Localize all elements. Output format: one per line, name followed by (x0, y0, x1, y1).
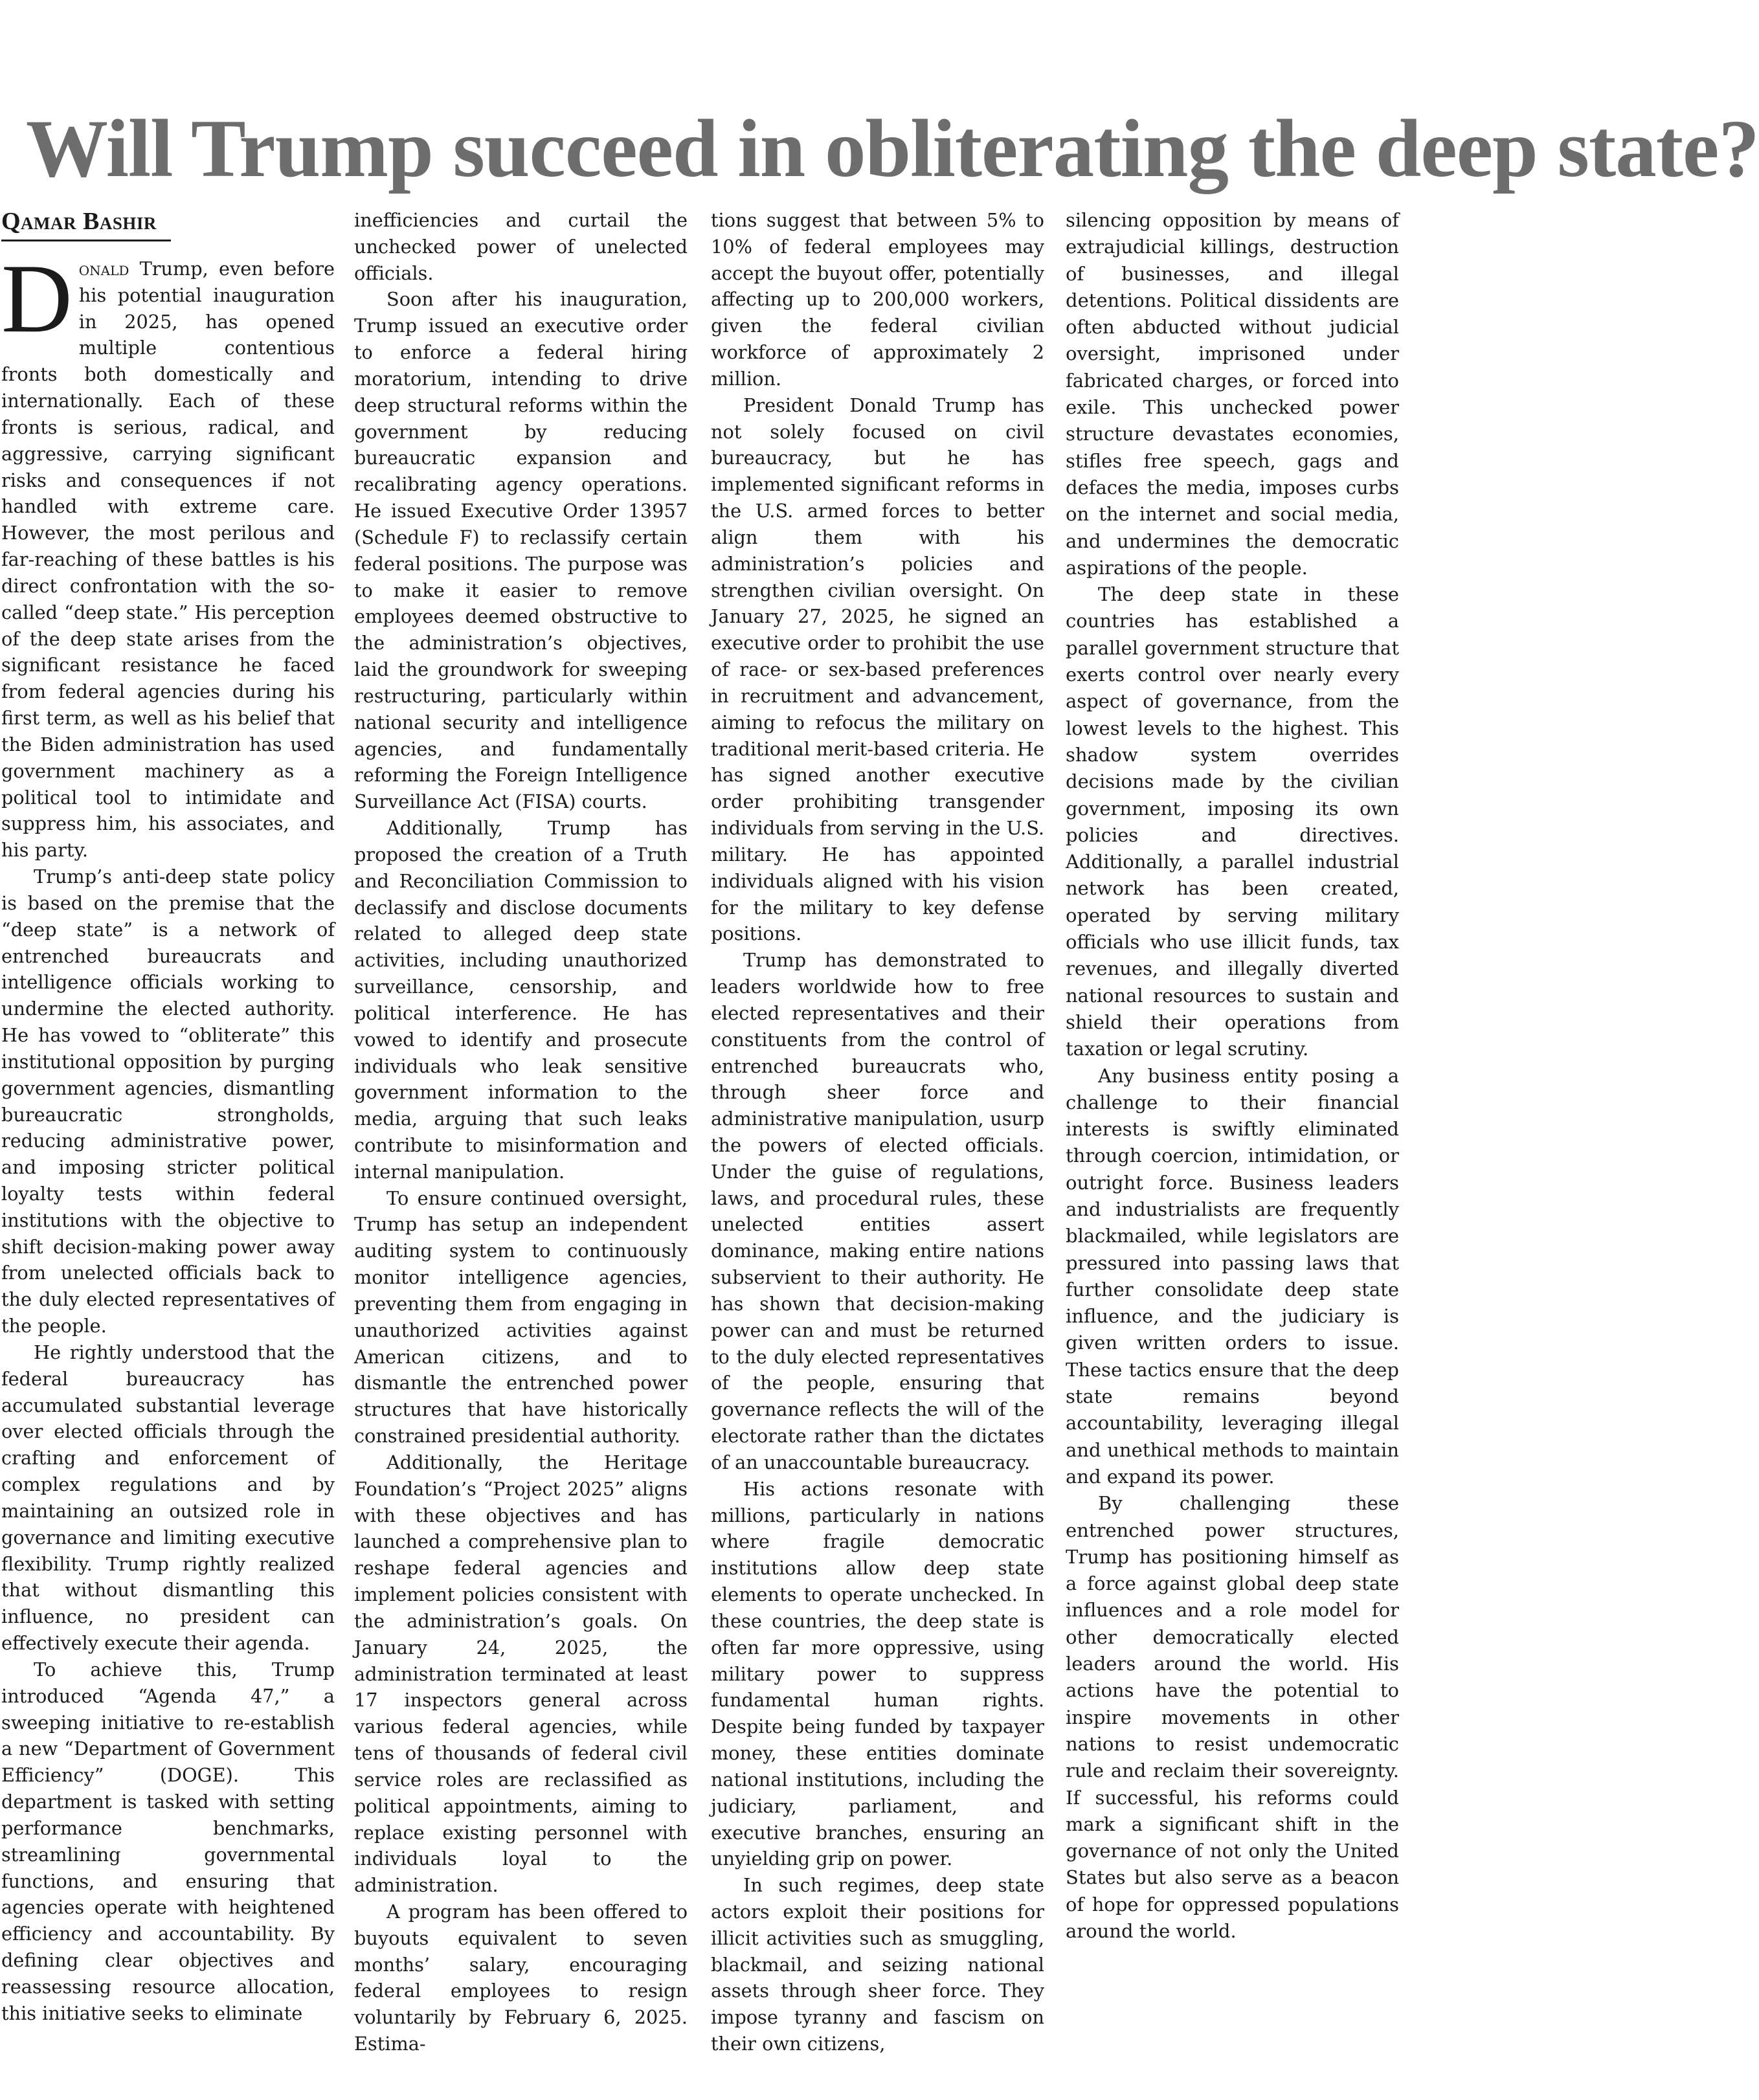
paragraph: Additionally, the Heritage Foundation’s “Project 2025” aligns with these objectives and has launched a comprehensive plan to reshape federal agencies and implement policies consistent with the administration’s goals. On January 24, 2025, the administration terminated at least 17 inspectors general across various federal agencies, while tens of thousands of federal civil service roles are reclassified as political appointments, aiming to replace existing personnel with individuals loyal to the administration. (354, 1451, 688, 1897)
paragraph: The deep state in these countries has established a parallel government structure that exerts control over nearly every aspect of governance, from the lowest levels to the highest. This shadow system overrides decisions made by the civilian government, imposing its own policies and directives. Additionally, a parallel industrial network has been created, operated by serving military officials who use illicit funds, tax revenues, and illegally diverted national resources to sustain and shield their operations from taxation or legal scrutiny. (1066, 583, 1399, 1060)
lead-small-caps: onald (78, 258, 129, 280)
paragraph: Trump’s anti-deep state policy is based on the premise that the “deep state” is a network of entrenched bureaucrats and intelligence officials working to undermine the elected authority. He has vowed to “obliterate” this institutional opposition by purging government agencies, dismantling bureaucratic strongholds, reducing administrative power, and imposing stricter political loyalty tests within federal institutions with the objective to shift decision-making power away from unelected officials back to the duly elected representatives of the people. (1, 866, 335, 1337)
column-4 (1066, 207, 1399, 2072)
column-1 (1, 207, 335, 2072)
paragraph: By challenging these entrenched power structures, Trump has positioning himself as a force against global deep state influences and a role model for other democratically elected leaders around the world. His actions have the potential to inspire movements in other nations to resist undemocratic rule and reclaim their sovereignty. If successful, his reforms could mark a significant shift in the governance of not only the United States but also serve as a beacon of hope for oppressed populations around the world. (1066, 1492, 1399, 1942)
paragraph: Soon after his inauguration, Trump issued an executive order to enforce a federal hiring moratorium, intending to drive deep structural reforms within the government by reducing bureaucratic expansion and recalibrating agency operations. He issued Executive Order 13957 (Schedule F) to reclassify certain federal positions. The purpose was to make it easier to remove employees deemed obstructive to the administration’s objectives, laid the groundwork for sweeping restructuring, particularly within national security and intelligence agencies, and fundamentally reforming the Foreign Intelligence Surveillance Act (FISA) courts. (354, 288, 688, 813)
paragraph: To ensure continued oversight, Trump has setup an independent auditing system to continuously monitor intelligence agencies, preventing them from engaging in unauthorized activities against American citizens, and to dismantle the entrenched power structures that have historically constrained presidential authority. (354, 1187, 688, 1447)
paragraph: He rightly understood that the federal bureaucracy has accumulated substantial leverage over elected officials through the crafting and enforcement of complex regulations and by maintaining an outsized role in governance and limiting executive flexibility. Trump rightly realized that without dismantling this influence, no president can effectively execute their agenda. (1, 1341, 335, 1655)
paragraph: Trump has demonstrated to leaders worldwide how to free elected representatives and their constituents from the control of entrenched bureaucrats who, through sheer force and administrative manipulation, usurp the powers of elected officials. Under the guise of regulations, laws, and procedural rules, these unelected entities assert dominance, making entire nations subservient to their authority. He has shown that decision-making power can and must be returned to the duly elected representatives of the people, ensuring that governance reflects the will of the electorate rather than the dictates of an unaccountable bureaucracy. (711, 949, 1044, 1473)
paragraph: Additionally, Trump has proposed the creation of a Truth and Reconciliation Commission to declassify and disclose documents related to alleged deep state activities, including unauthorized surveillance, censorship, and political interference. He has vowed to identify and prosecute individuals who leak sensitive government information to the media, arguing that such leaks contribute to misinformation and internal manipulation. (354, 817, 688, 1183)
lead-paragraph (1, 244, 335, 864)
column-3 (711, 207, 1044, 2072)
paragraph: His actions resonate with millions, particularly in nations where fragile democratic institutions allow deep state elements to operate unchecked. In these countries, the deep state is often far more oppressive, using military power to suppress fundamental human rights. Despite being funded by taxpayer money, these entities dominate national institutions, including the judiciary, parliament, and executive branches, ensuring an unyielding grip on power. (711, 1477, 1044, 1870)
paragraph: In such regimes, deep state actors exploit their positions for illicit activities such as smuggling, blackmail, and seizing national assets through sheer force. They impose tyranny and fascism on their own citizens, (711, 1874, 1044, 2055)
paragraph: To achieve this, Trump introduced “Agenda 47,” a sweeping initiative to re-establish a new “Department of Government Efficiency” (DOGE). This department is tasked with setting performance benchmarks, streamlining governmental functions, and ensuring that agencies operate with heightened efficiency and accountability. By defining clear objectives and reassessing resource allocation, this initiative seeks to eliminate (1, 1658, 335, 2024)
paragraph-continued: inefficiencies and curtail the unchecked power of unelected officials. (354, 209, 688, 284)
paragraph: A program has been offered to buyouts equivalent to seven months’ salary, encouraging federal employees to resign voluntarily by February 6, 2025. Estima- (354, 1901, 688, 2055)
lead-paragraph-text: Trump, even before his potential inauguration in 2025, has opened multiple contentious fronts both domestically and internationally. Each of these fronts is serious, radical, and aggressive, carrying significant risks and consequences if not handled with extreme care. However, the most perilous and far-reaching of these battles is his direct confrontation with the so-called “deep state.” His perception of the deep state arises from the significant resistance he faced from federal agencies during his first term, as well as his belief that the Biden administration has used government machinery as a political tool to intimidate and suppress him, his associates, and his party. (1, 258, 335, 862)
paragraph: President Donald Trump has not solely focused on civil bureaucracy, but he has implemented significant reforms in the U.S. armed forces to better align them with his administration’s policies and strengthen civilian oversight. On January 27, 2025, he signed an executive order to prohibit the use of race- or sex-based preferences in recruitment and advancement, aiming to refocus the military on traditional merit-based criteria. He has signed another executive order prohibiting transgender individuals from serving in the U.S. military. He has appointed individuals aligned with his vision for the military to key defense positions. (711, 394, 1044, 945)
drop-cap: D (1, 244, 73, 353)
byline: Qamar Bashir (1, 207, 171, 241)
column-2 (354, 207, 688, 2072)
paragraph: Any business entity posing a challenge to their financial interests is swiftly eliminated through coercion, intimidation, or outright force. Business leaders and industrialists are frequently blackmailed, while legislators are pressured into passing laws that further consolidate deep state influence, and the judiciary is given written orders to issue. These tactics ensure that the deep state remains beyond accountability, leveraging illegal and unethical methods to maintain and expand its power. (1066, 1064, 1399, 1488)
paragraph-continued: tions suggest that between 5% to 10% of federal employees may accept the buyout offer, potentially affecting up to 200,000 workers, given the federal civilian workforce of approximately 2 million. (711, 209, 1044, 390)
headline: Will Trump succeed in obliterating the deep state? (26, 104, 1759, 194)
paragraph-continued: silencing opposition by means of extrajudicial killings, destruction of businesses, and illegal detentions. Political dissidents are often abducted without judicial oversight, imprisoned under fabricated charges, or forced into exile. This unchecked power structure devastates economies, stifles free speech, gags and defaces the media, imposes curbs on the internet and social media, and undermines the democratic aspirations of the people. (1066, 209, 1399, 579)
